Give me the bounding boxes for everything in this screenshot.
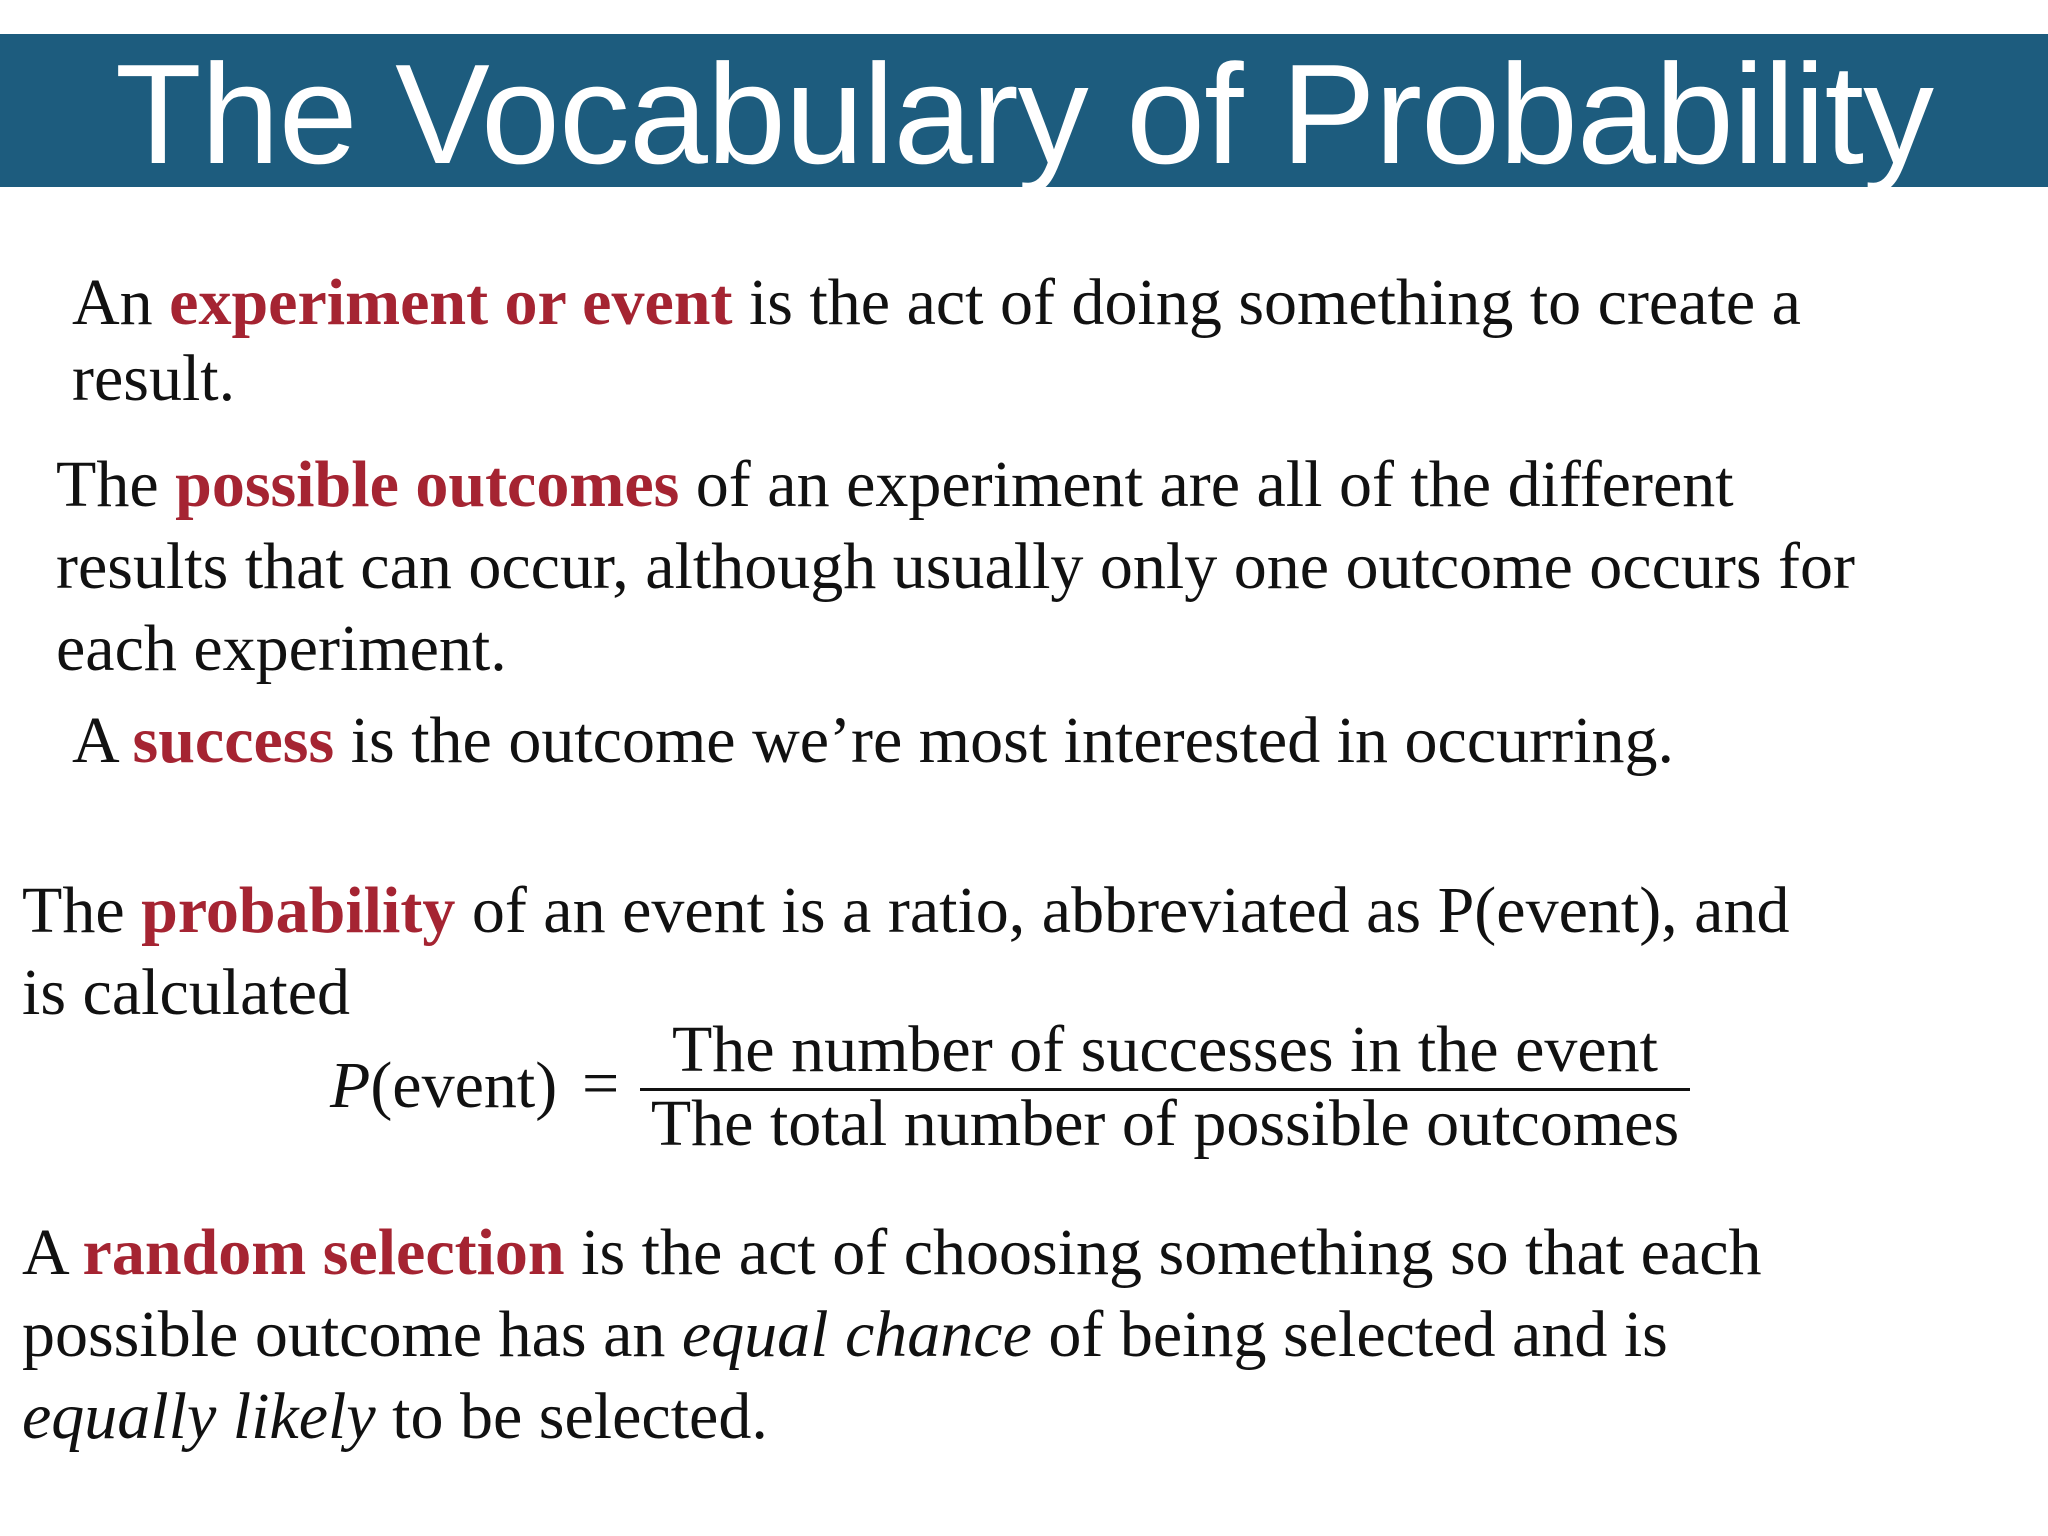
definition-outcomes-line-2: results that can occur, although usually only one outcome occurs for	[56, 530, 1856, 603]
definition-success	[72, 700, 1674, 782]
emphasis-equally-likely: equally likely	[22, 1380, 376, 1453]
formula-variable: P	[330, 1049, 371, 1122]
formula-numerator: The number of successes in the event	[671, 1013, 1658, 1086]
definition-outcomes-line-3: each experiment.	[56, 612, 507, 685]
definition-experiment-line-1	[72, 262, 1801, 344]
definition-random-line-2	[22, 1294, 1668, 1376]
text: of an event is a ratio, abbreviated as P(event), and	[455, 874, 1790, 947]
text: is the act of choosing something so that each	[564, 1216, 1762, 1289]
term-possible-outcomes: possible outcomes	[175, 448, 680, 521]
term-success: success	[132, 704, 335, 777]
term-random-selection: random selection	[82, 1216, 565, 1289]
formula-denominator: The total number of possible outcomes	[650, 1087, 1680, 1160]
text: of being selected and is	[1031, 1298, 1668, 1371]
text: An	[72, 266, 170, 339]
term-experiment-or-event: experiment or event	[169, 266, 733, 339]
text: to be selected.	[375, 1380, 768, 1453]
definition-probability-line-1	[22, 870, 1789, 952]
text: of an experiment are all of the different	[679, 448, 1734, 521]
formula-lhs	[330, 1048, 557, 1124]
text: The	[22, 874, 142, 947]
definition-probability-line-2: is calculated	[22, 956, 351, 1029]
text: A	[22, 1216, 83, 1289]
slide-title: The Vocabulary of Probability	[114, 35, 1934, 194]
definition-experiment-line-2: result.	[72, 342, 236, 415]
text: The	[56, 448, 176, 521]
definition-random-line-3	[22, 1376, 768, 1458]
text: A	[72, 704, 133, 777]
term-probability: probability	[141, 874, 456, 947]
probability-formula	[330, 1010, 1690, 1170]
definition-random-line-1	[22, 1212, 1762, 1294]
definition-outcomes-line-1	[56, 444, 1734, 526]
text: possible outcome has an	[22, 1298, 682, 1371]
formula-fraction	[640, 1010, 1690, 1170]
text: is the outcome we’re most interested in occurring.	[334, 704, 1674, 777]
formula-argument: (event)	[370, 1049, 558, 1122]
emphasis-equal-chance: equal chance	[681, 1298, 1032, 1371]
text: is the act of doing something to create a	[732, 266, 1801, 339]
formula-equals: =	[582, 1047, 620, 1120]
